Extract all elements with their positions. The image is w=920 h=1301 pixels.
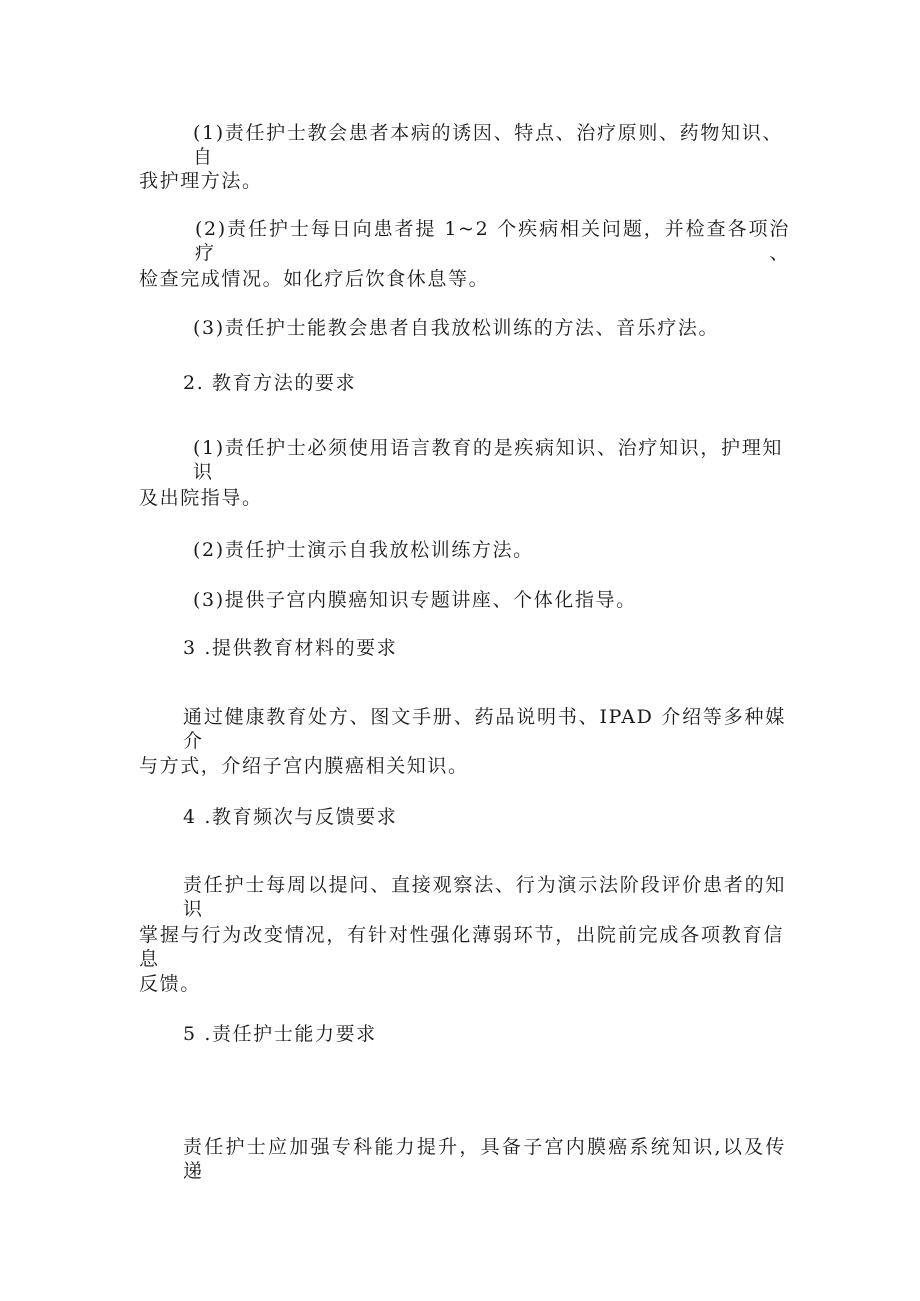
paragraph-line: 责任护士应加强专科能力提升，具备子宫内膜癌系统知识,以及传递 bbox=[183, 1136, 786, 1182]
paragraph-line: (3)提供子宫内膜癌知识专题讲座、个体化指导。 bbox=[193, 589, 637, 611]
paragraph-line: 反馈。 bbox=[139, 973, 201, 995]
paragraph-line: (2)责任护士演示自我放松训练方法。 bbox=[193, 539, 534, 561]
section-heading: 5 .责任护士能力要求 bbox=[183, 1023, 377, 1045]
paragraph-line: 通过健康教育处方、图文手册、药品说明书、IPAD 介绍等多种媒介 bbox=[183, 706, 786, 752]
section-heading: 4 .教育频次与反馈要求 bbox=[183, 806, 398, 828]
paragraph-line: (1)责任护士教会患者本病的诱因、特点、治疗原则、药物知识、自 bbox=[193, 122, 783, 168]
paragraph-line: 我护理方法。 bbox=[139, 170, 263, 192]
paragraph-line: (1)责任护士必须使用语言教育的是疾病知识、治疗知识，护理知识 bbox=[193, 437, 783, 483]
paragraph-line: 责任护士每周以提问、直接观察法、行为演示法阶段评价患者的知识 bbox=[183, 874, 786, 920]
paragraph-line: 及出院指导。 bbox=[139, 487, 263, 509]
section-heading: 2. 教育方法的要求 bbox=[183, 372, 357, 394]
section-heading: 3 .提供教育材料的要求 bbox=[183, 637, 398, 659]
paragraph-line: 检查完成情况。如化疗后饮食休息等。 bbox=[139, 268, 490, 290]
paragraph-line: 与方式，介绍子宫内膜癌相关知识。 bbox=[139, 755, 469, 777]
paragraph-line: (3)责任护士能教会患者自我放松训练的方法、音乐疗法。 bbox=[193, 317, 720, 339]
paragraph-line: 掌握与行为改变情况，有针对性强化薄弱环节，出院前完成各项教育信息 bbox=[139, 924, 784, 970]
paragraph-line: (2)责任护士每日向患者提 1~2 个疾病相关问题，并检查各项治疗、 bbox=[195, 218, 790, 264]
